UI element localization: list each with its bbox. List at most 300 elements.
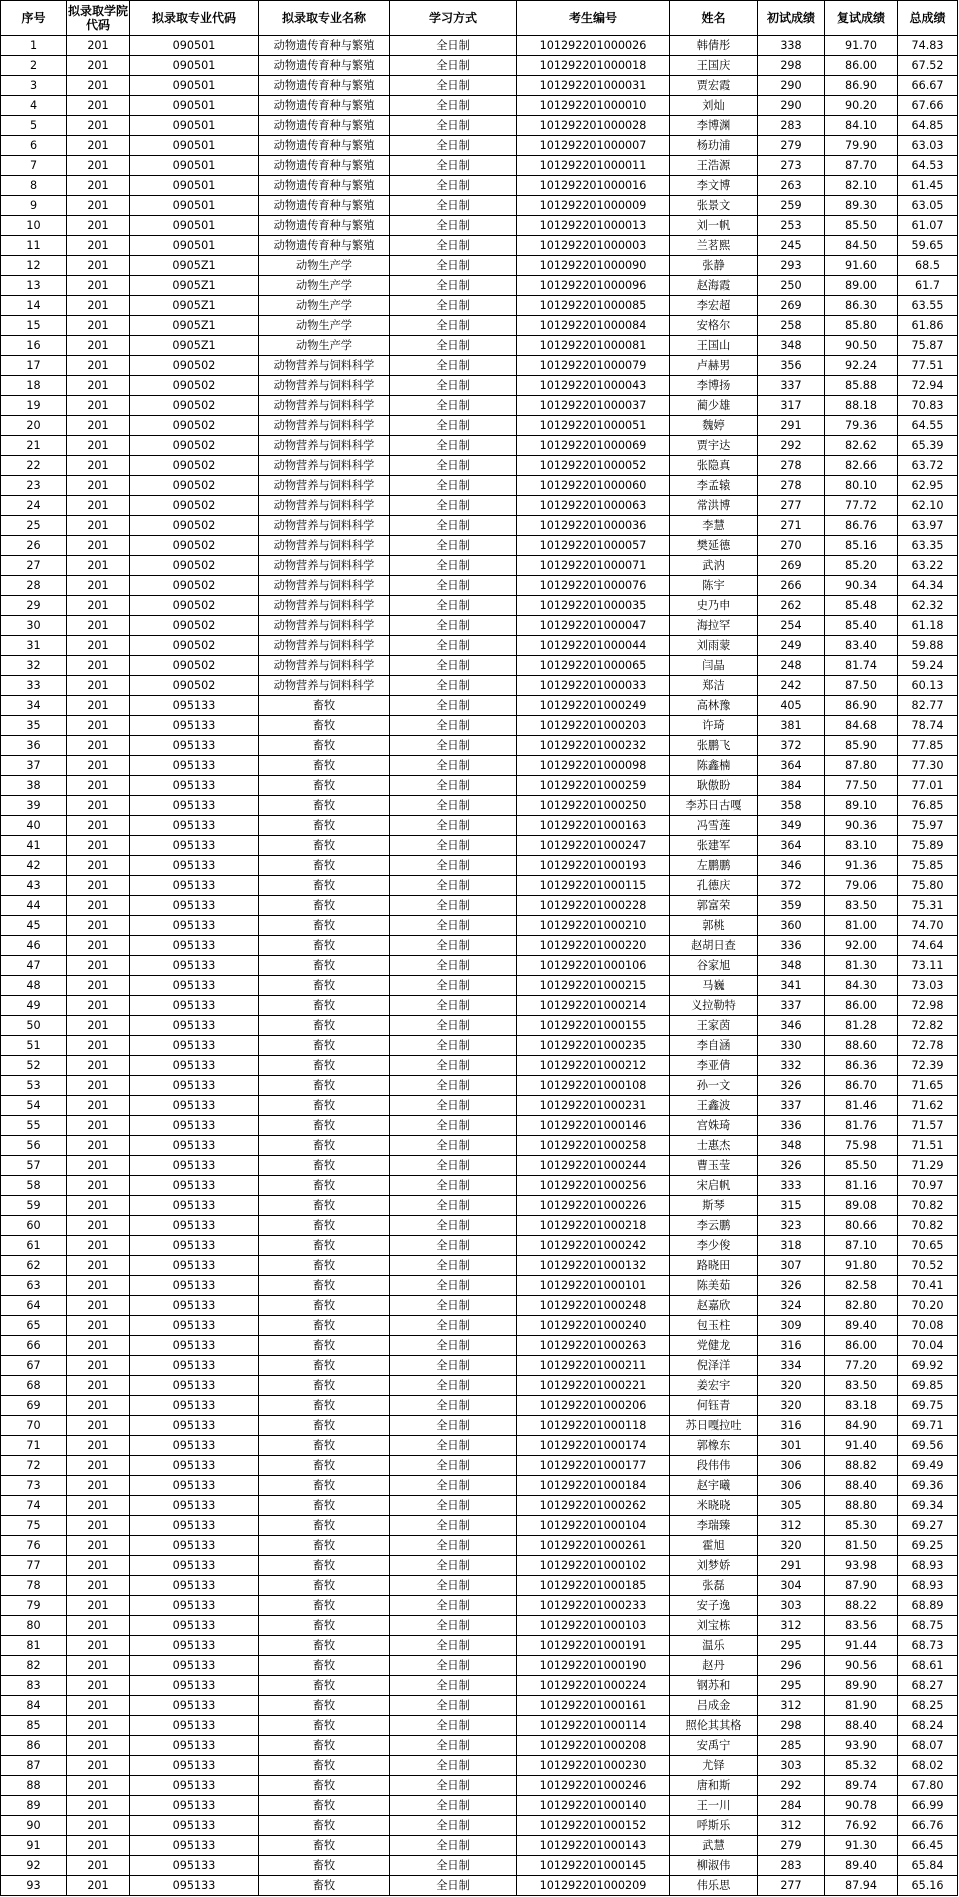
retest-score: 82.10 <box>825 176 898 196</box>
total-score: 68.25 <box>898 1696 958 1716</box>
table-row <box>1 1476 958 1496</box>
major-code: 095133 <box>130 1696 259 1716</box>
total-score: 62.32 <box>898 596 958 616</box>
study-mode: 全日制 <box>390 1456 517 1476</box>
row-seq: 41 <box>1 836 67 856</box>
retest-score: 86.36 <box>825 1056 898 1076</box>
study-mode: 全日制 <box>390 956 517 976</box>
college-code: 201 <box>67 476 130 496</box>
retest-score: 89.00 <box>825 276 898 296</box>
total-score: 69.56 <box>898 1436 958 1456</box>
row-seq: 20 <box>1 416 67 436</box>
major-code: 090502 <box>130 476 259 496</box>
initial-score: 242 <box>758 676 825 696</box>
initial-score: 359 <box>758 896 825 916</box>
major-name: 动物营养与饲料科学 <box>259 356 390 376</box>
major-code: 095133 <box>130 776 259 796</box>
retest-score: 90.34 <box>825 576 898 596</box>
initial-score: 273 <box>758 156 825 176</box>
college-code: 201 <box>67 716 130 736</box>
table-row <box>1 276 958 296</box>
total-score: 66.45 <box>898 1836 958 1856</box>
total-score: 70.65 <box>898 1236 958 1256</box>
student-name: 孔德庆 <box>670 876 758 896</box>
student-name: 李博渊 <box>670 116 758 136</box>
row-seq: 43 <box>1 876 67 896</box>
table-row <box>1 1656 958 1676</box>
exam-id: 101292201000052 <box>517 456 670 476</box>
major-name: 畜牧 <box>259 1676 390 1696</box>
study-mode: 全日制 <box>390 236 517 256</box>
total-score: 75.89 <box>898 836 958 856</box>
retest-score: 88.60 <box>825 1036 898 1056</box>
major-code: 095133 <box>130 1096 259 1116</box>
table-row <box>1 1056 958 1076</box>
row-seq: 65 <box>1 1316 67 1336</box>
row-seq: 60 <box>1 1216 67 1236</box>
initial-score: 290 <box>758 96 825 116</box>
major-name: 畜牧 <box>259 1156 390 1176</box>
exam-id: 101292201000007 <box>517 136 670 156</box>
exam-id: 101292201000118 <box>517 1416 670 1436</box>
table-row <box>1 416 958 436</box>
row-seq: 87 <box>1 1756 67 1776</box>
student-name: 樊延德 <box>670 536 758 556</box>
exam-id: 101292201000208 <box>517 1736 670 1756</box>
student-name: 李亚倩 <box>670 1056 758 1076</box>
retest-score: 81.74 <box>825 656 898 676</box>
row-seq: 6 <box>1 136 67 156</box>
major-name: 畜牧 <box>259 1116 390 1136</box>
college-code: 201 <box>67 1776 130 1796</box>
exam-id: 101292201000013 <box>517 216 670 236</box>
major-code: 090501 <box>130 216 259 236</box>
student-name: 李瑞臻 <box>670 1516 758 1536</box>
major-name: 动物遗传育种与繁殖 <box>259 136 390 156</box>
initial-score: 248 <box>758 656 825 676</box>
study-mode: 全日制 <box>390 136 517 156</box>
student-name: 霍旭 <box>670 1536 758 1556</box>
table-row <box>1 1636 958 1656</box>
exam-id: 101292201000003 <box>517 236 670 256</box>
major-code: 090501 <box>130 156 259 176</box>
college-code: 201 <box>67 1196 130 1216</box>
retest-score: 87.10 <box>825 1236 898 1256</box>
retest-score: 84.50 <box>825 236 898 256</box>
study-mode: 全日制 <box>390 836 517 856</box>
exam-id: 101292201000212 <box>517 1056 670 1076</box>
row-seq: 17 <box>1 356 67 376</box>
major-name: 畜牧 <box>259 1136 390 1156</box>
total-score: 68.27 <box>898 1676 958 1696</box>
total-score: 69.92 <box>898 1356 958 1376</box>
student-name: 李少俊 <box>670 1236 758 1256</box>
major-code: 095133 <box>130 796 259 816</box>
table-row <box>1 1616 958 1636</box>
table-row <box>1 216 958 236</box>
total-score: 76.85 <box>898 796 958 816</box>
major-code: 090502 <box>130 656 259 676</box>
major-code: 095133 <box>130 1316 259 1336</box>
major-code: 095133 <box>130 1796 259 1816</box>
major-code: 095133 <box>130 1816 259 1836</box>
study-mode: 全日制 <box>390 1836 517 1856</box>
major-name: 动物遗传育种与繁殖 <box>259 96 390 116</box>
retest-score: 83.40 <box>825 636 898 656</box>
study-mode: 全日制 <box>390 1816 517 1836</box>
study-mode: 全日制 <box>390 1316 517 1336</box>
exam-id: 101292201000036 <box>517 516 670 536</box>
exam-id: 101292201000114 <box>517 1716 670 1736</box>
exam-id: 101292201000096 <box>517 276 670 296</box>
exam-id: 101292201000228 <box>517 896 670 916</box>
study-mode: 全日制 <box>390 216 517 236</box>
major-code: 095133 <box>130 1296 259 1316</box>
table-row <box>1 1236 958 1256</box>
row-seq: 47 <box>1 956 67 976</box>
table-row <box>1 116 958 136</box>
major-code: 090501 <box>130 56 259 76</box>
initial-score: 341 <box>758 976 825 996</box>
retest-score: 76.92 <box>825 1816 898 1836</box>
exam-id: 101292201000177 <box>517 1456 670 1476</box>
initial-score: 279 <box>758 1836 825 1856</box>
table-row <box>1 956 958 976</box>
college-code: 201 <box>67 1536 130 1556</box>
student-name: 李苏日古嘎 <box>670 796 758 816</box>
major-code: 095133 <box>130 1736 259 1756</box>
student-name: 冯雪莲 <box>670 816 758 836</box>
exam-id: 101292201000235 <box>517 1036 670 1056</box>
major-name: 畜牧 <box>259 996 390 1016</box>
student-name: 王国庆 <box>670 56 758 76</box>
study-mode: 全日制 <box>390 116 517 136</box>
row-seq: 13 <box>1 276 67 296</box>
college-code: 201 <box>67 876 130 896</box>
row-seq: 70 <box>1 1416 67 1436</box>
table-row <box>1 1776 958 1796</box>
retest-score: 85.50 <box>825 1156 898 1176</box>
table-row <box>1 536 958 556</box>
table-row <box>1 1456 958 1476</box>
study-mode: 全日制 <box>390 416 517 436</box>
row-seq: 78 <box>1 1576 67 1596</box>
major-code: 095133 <box>130 1716 259 1736</box>
row-seq: 89 <box>1 1796 67 1816</box>
retest-score: 85.30 <box>825 1516 898 1536</box>
initial-score: 349 <box>758 816 825 836</box>
retest-score: 86.00 <box>825 1336 898 1356</box>
retest-score: 91.70 <box>825 36 898 56</box>
student-name: 士惠杰 <box>670 1136 758 1156</box>
initial-score: 326 <box>758 1076 825 1096</box>
table-row <box>1 976 958 996</box>
table-row <box>1 1796 958 1816</box>
total-score: 63.72 <box>898 456 958 476</box>
total-score: 60.13 <box>898 676 958 696</box>
row-seq: 81 <box>1 1636 67 1656</box>
row-seq: 84 <box>1 1696 67 1716</box>
major-name: 畜牧 <box>259 1456 390 1476</box>
table-row <box>1 1536 958 1556</box>
study-mode: 全日制 <box>390 1256 517 1276</box>
major-name: 动物营养与饲料科学 <box>259 456 390 476</box>
major-code: 0905Z1 <box>130 276 259 296</box>
student-name: 常洪博 <box>670 496 758 516</box>
retest-score: 88.40 <box>825 1476 898 1496</box>
initial-score: 346 <box>758 1016 825 1036</box>
major-code: 090501 <box>130 116 259 136</box>
total-score: 69.34 <box>898 1496 958 1516</box>
initial-score: 372 <box>758 736 825 756</box>
major-code: 095133 <box>130 1536 259 1556</box>
table-row <box>1 636 958 656</box>
retest-score: 83.56 <box>825 1616 898 1636</box>
college-code: 201 <box>67 1436 130 1456</box>
retest-score: 81.16 <box>825 1176 898 1196</box>
retest-score: 83.50 <box>825 1376 898 1396</box>
header-exam-id: 考生编号 <box>517 1 670 36</box>
total-score: 70.41 <box>898 1276 958 1296</box>
student-name: 姜宏宇 <box>670 1376 758 1396</box>
major-name: 畜牧 <box>259 836 390 856</box>
study-mode: 全日制 <box>390 1276 517 1296</box>
row-seq: 16 <box>1 336 67 356</box>
total-score: 68.93 <box>898 1556 958 1576</box>
table-row <box>1 836 958 856</box>
row-seq: 9 <box>1 196 67 216</box>
total-score: 61.18 <box>898 616 958 636</box>
study-mode: 全日制 <box>390 1296 517 1316</box>
table-row <box>1 1176 958 1196</box>
total-score: 64.55 <box>898 416 958 436</box>
total-score: 59.88 <box>898 636 958 656</box>
table-row <box>1 1496 958 1516</box>
row-seq: 75 <box>1 1516 67 1536</box>
college-code: 201 <box>67 1496 130 1516</box>
study-mode: 全日制 <box>390 36 517 56</box>
college-code: 201 <box>67 236 130 256</box>
initial-score: 334 <box>758 1356 825 1376</box>
table-row <box>1 76 958 96</box>
row-seq: 77 <box>1 1556 67 1576</box>
student-name: 高林豫 <box>670 696 758 716</box>
initial-score: 364 <box>758 756 825 776</box>
exam-id: 101292201000031 <box>517 76 670 96</box>
exam-id: 101292201000258 <box>517 1136 670 1156</box>
college-code: 201 <box>67 736 130 756</box>
initial-score: 253 <box>758 216 825 236</box>
major-code: 0905Z1 <box>130 296 259 316</box>
major-code: 095133 <box>130 1196 259 1216</box>
total-score: 65.39 <box>898 436 958 456</box>
total-score: 70.04 <box>898 1336 958 1356</box>
retest-score: 91.44 <box>825 1636 898 1656</box>
header-seq: 序号 <box>1 1 67 36</box>
major-name: 畜牧 <box>259 1076 390 1096</box>
row-seq: 82 <box>1 1656 67 1676</box>
total-score: 69.71 <box>898 1416 958 1436</box>
college-code: 201 <box>67 276 130 296</box>
total-score: 63.03 <box>898 136 958 156</box>
retest-score: 80.66 <box>825 1216 898 1236</box>
college-code: 201 <box>67 1616 130 1636</box>
major-name: 畜牧 <box>259 1176 390 1196</box>
student-name: 张鹏飞 <box>670 736 758 756</box>
major-code: 095133 <box>130 1136 259 1156</box>
table-row <box>1 616 958 636</box>
major-name: 畜牧 <box>259 1696 390 1716</box>
college-code: 201 <box>67 1596 130 1616</box>
row-seq: 93 <box>1 1876 67 1896</box>
retest-score: 88.22 <box>825 1596 898 1616</box>
major-name: 畜牧 <box>259 856 390 876</box>
study-mode: 全日制 <box>390 1636 517 1656</box>
retest-score: 89.74 <box>825 1776 898 1796</box>
major-code: 095133 <box>130 1636 259 1656</box>
table-row <box>1 1576 958 1596</box>
row-seq: 19 <box>1 396 67 416</box>
student-name: 伟乐思 <box>670 1876 758 1896</box>
exam-id: 101292201000155 <box>517 1016 670 1036</box>
major-name: 畜牧 <box>259 956 390 976</box>
exam-id: 101292201000226 <box>517 1196 670 1216</box>
retest-score: 92.24 <box>825 356 898 376</box>
student-name: 安禹宁 <box>670 1736 758 1756</box>
student-name: 王家茵 <box>670 1016 758 1036</box>
table-row <box>1 1596 958 1616</box>
college-code: 201 <box>67 336 130 356</box>
total-score: 63.22 <box>898 556 958 576</box>
college-code: 201 <box>67 96 130 116</box>
study-mode: 全日制 <box>390 1516 517 1536</box>
initial-score: 290 <box>758 76 825 96</box>
table-row <box>1 736 958 756</box>
major-code: 095133 <box>130 1596 259 1616</box>
major-code: 090502 <box>130 636 259 656</box>
row-seq: 36 <box>1 736 67 756</box>
retest-score: 86.90 <box>825 696 898 716</box>
study-mode: 全日制 <box>390 156 517 176</box>
study-mode: 全日制 <box>390 1496 517 1516</box>
student-name: 段伟伟 <box>670 1456 758 1476</box>
retest-score: 83.10 <box>825 836 898 856</box>
total-score: 75.80 <box>898 876 958 896</box>
major-name: 畜牧 <box>259 1636 390 1656</box>
college-code: 201 <box>67 1016 130 1036</box>
total-score: 70.82 <box>898 1196 958 1216</box>
initial-score: 320 <box>758 1536 825 1556</box>
table-row <box>1 1336 958 1356</box>
total-score: 72.94 <box>898 376 958 396</box>
total-score: 69.85 <box>898 1376 958 1396</box>
college-code: 201 <box>67 136 130 156</box>
total-score: 75.85 <box>898 856 958 876</box>
student-name: 许琦 <box>670 716 758 736</box>
table-row <box>1 56 958 76</box>
exam-id: 101292201000211 <box>517 1356 670 1376</box>
initial-score: 364 <box>758 836 825 856</box>
initial-score: 279 <box>758 136 825 156</box>
retest-score: 87.80 <box>825 756 898 776</box>
exam-id: 101292201000037 <box>517 396 670 416</box>
row-seq: 32 <box>1 656 67 676</box>
major-code: 095133 <box>130 716 259 736</box>
college-code: 201 <box>67 1296 130 1316</box>
table-row <box>1 256 958 276</box>
study-mode: 全日制 <box>390 1036 517 1056</box>
total-score: 69.27 <box>898 1516 958 1536</box>
college-code: 201 <box>67 1736 130 1756</box>
exam-id: 101292201000262 <box>517 1496 670 1516</box>
retest-score: 90.50 <box>825 336 898 356</box>
initial-score: 320 <box>758 1396 825 1416</box>
initial-score: 291 <box>758 1556 825 1576</box>
major-name: 畜牧 <box>259 1216 390 1236</box>
row-seq: 62 <box>1 1256 67 1276</box>
row-seq: 14 <box>1 296 67 316</box>
study-mode: 全日制 <box>390 56 517 76</box>
retest-score: 87.94 <box>825 1876 898 1896</box>
major-name: 畜牧 <box>259 976 390 996</box>
row-seq: 91 <box>1 1836 67 1856</box>
initial-score: 245 <box>758 236 825 256</box>
initial-score: 315 <box>758 1196 825 1216</box>
exam-id: 101292201000043 <box>517 376 670 396</box>
initial-score: 358 <box>758 796 825 816</box>
major-code: 090502 <box>130 676 259 696</box>
major-name: 畜牧 <box>259 1476 390 1496</box>
study-mode: 全日制 <box>390 1716 517 1736</box>
major-code: 090502 <box>130 616 259 636</box>
row-seq: 33 <box>1 676 67 696</box>
total-score: 68.24 <box>898 1716 958 1736</box>
study-mode: 全日制 <box>390 596 517 616</box>
college-code: 201 <box>67 516 130 536</box>
student-name: 兰茗熙 <box>670 236 758 256</box>
student-name: 郭橡东 <box>670 1436 758 1456</box>
row-seq: 66 <box>1 1336 67 1356</box>
initial-score: 306 <box>758 1456 825 1476</box>
table-row <box>1 1096 958 1116</box>
retest-score: 81.46 <box>825 1096 898 1116</box>
study-mode: 全日制 <box>390 1656 517 1676</box>
header-retest-score: 复试成绩 <box>825 1 898 36</box>
table-row <box>1 1116 958 1136</box>
college-code: 201 <box>67 36 130 56</box>
student-name: 路晓田 <box>670 1256 758 1276</box>
study-mode: 全日制 <box>390 1356 517 1376</box>
major-code: 095133 <box>130 1156 259 1176</box>
row-seq: 53 <box>1 1076 67 1096</box>
retest-score: 89.30 <box>825 196 898 216</box>
major-code: 095133 <box>130 756 259 776</box>
row-seq: 39 <box>1 796 67 816</box>
total-score: 63.55 <box>898 296 958 316</box>
table-row <box>1 496 958 516</box>
total-score: 72.82 <box>898 1016 958 1036</box>
study-mode: 全日制 <box>390 1156 517 1176</box>
college-code: 201 <box>67 256 130 276</box>
major-name: 畜牧 <box>259 1816 390 1836</box>
initial-score: 372 <box>758 876 825 896</box>
exam-id: 101292201000047 <box>517 616 670 636</box>
student-name: 卢赫男 <box>670 356 758 376</box>
exam-id: 101292201000249 <box>517 696 670 716</box>
major-name: 动物营养与饲料科学 <box>259 476 390 496</box>
row-seq: 4 <box>1 96 67 116</box>
study-mode: 全日制 <box>390 676 517 696</box>
